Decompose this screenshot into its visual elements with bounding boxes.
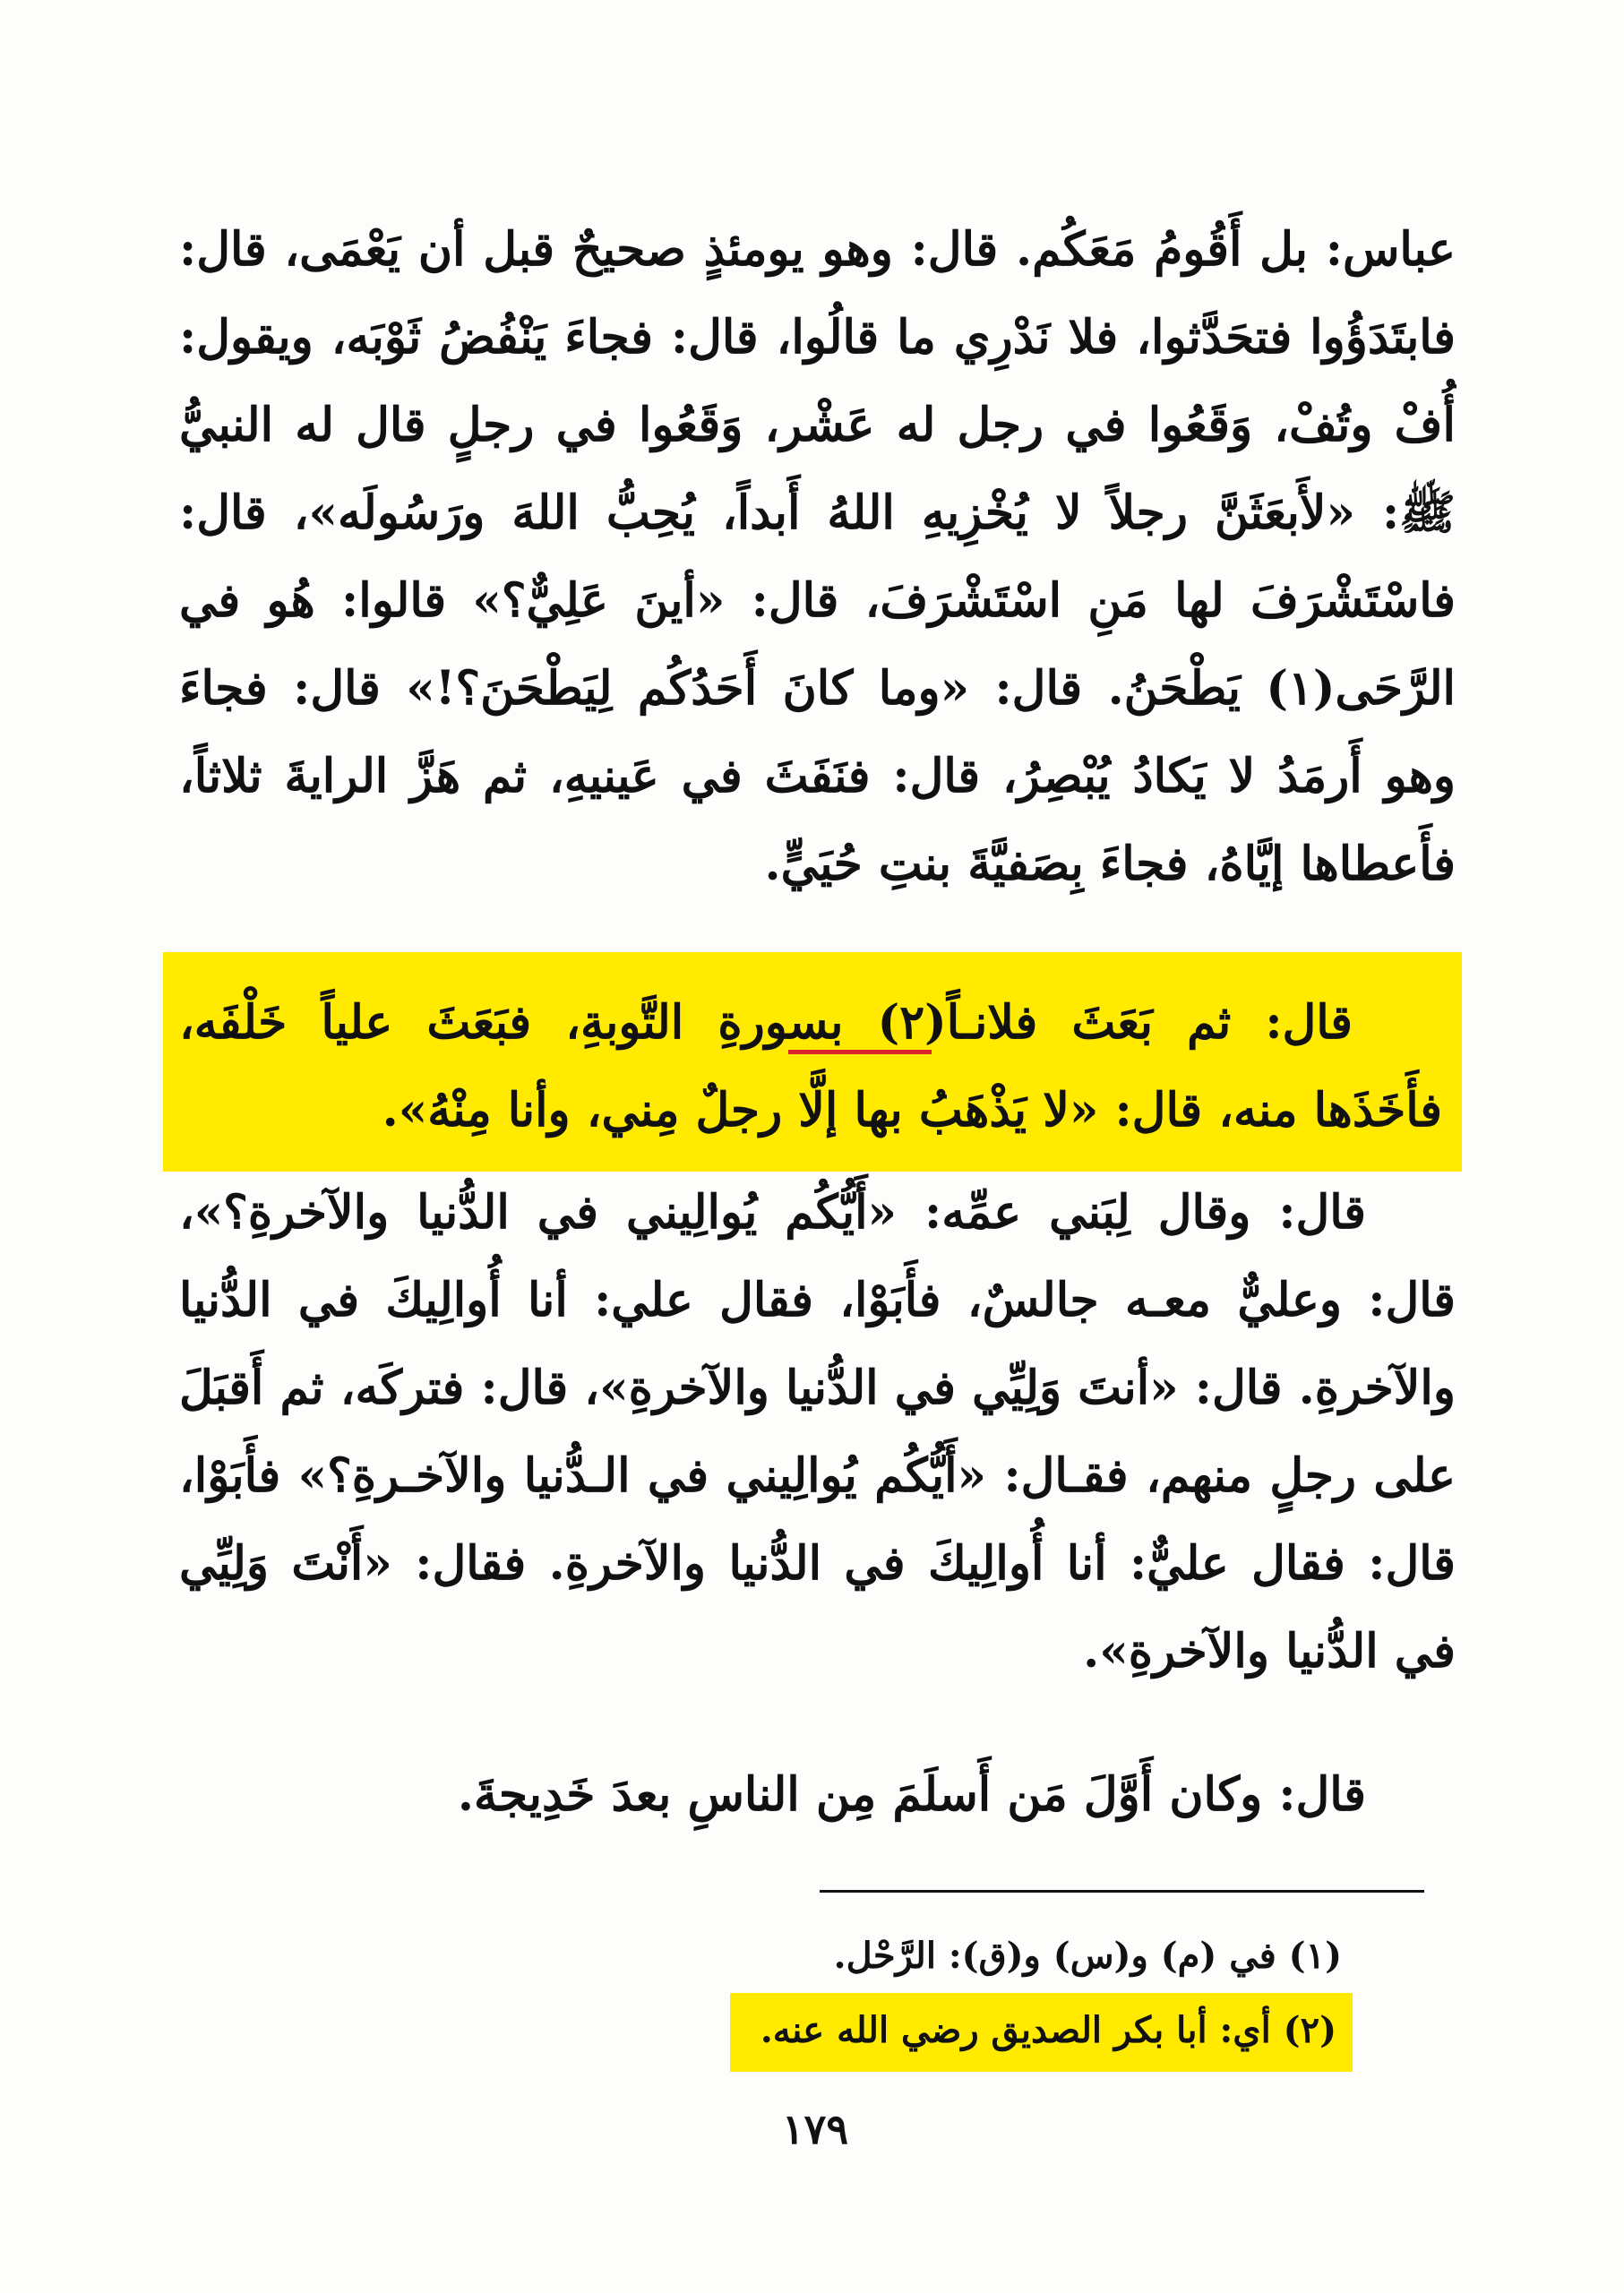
- red-underline-mark: [788, 1050, 932, 1054]
- footnote-2: (٢) أي: أبا بكر الصديق رضي الله عنه.: [760, 2009, 1336, 2051]
- body-paragraph-4: قال: وكان أَوَّلَ مَن أَسلَمَ مِن الناسِ بعدَ خَدِيجةَ.: [457, 1767, 1366, 1822]
- footnote-1: (١) في (م) و(س) و(ق): الرَّحْل.: [833, 1935, 1342, 1977]
- highlighted-footnote: [730, 1993, 1353, 2072]
- body-paragraph-1: عباس: بل أَقُومُ مَعَكُم. قال: وهو يومئذٍ صحيحٌ قبل أن يَعْمَى، قال: فابتَدَؤُوا فتحَدَّثوا، فلا نَدْرِي ما قالُوا، قال: فجاءَ يَنْفُضُ ثَوْبَه، ويقول: أُفْ وتُفْ، وَقَعُوا في رجل له عَشْر، وَقَعُوا في رجلٍ قال له النبيُّ ﷺ: «لأَبعَثَنَّ رجلاً لا يُخْزِيهِ اللهُ أَبداً، يُحِبُّ اللهَ ورَسُولَه»، قال: فاسْتَشْرَفَ لها مَنِ اسْتَشْرَفَ، قال: «أينَ عَلِيٌّ؟» قالوا: هُو في الرَّحَى(١) يَطْحَنُ. قال: «وما كانَ أَحَدُكُم لِيَطْحَنَ؟!» قال: فجاءَ وهو أَرمَدُ لا يَكادُ يُبْصِرُ، قال: فنَفَثَ في عَينيهِ، ثم هَزَّ الرايةَ ثلاثاً، فأَعطاها إيَّاهُ، فجاءَ بِصَفيَّةَ بنتِ حُيَيٍّ.: [179, 222, 1456, 891]
- footnote-separator: [820, 1890, 1424, 1893]
- body-paragraph-2-highlighted: قال: ثم بَعَثَ فلانـاً(٢) بسورةِ التَّوبةِ، فبَعَثَ علياً خَلْفَه، فأَخَذَها منه، قال: «لا يَذْهَبُ بها إلَّا رجلٌ مِني، وأنا مِنْهُ».: [179, 995, 1442, 1138]
- body-paragraph-3: قال: وقال لِبَني عمِّه: «أَيُّكُم يُوالِيني في الدُّنيا والآخرةِ؟»، قال: وعليٌّ معـه جالسٌ، فأَبَوْا، فقال علي: أنا أُوالِيكَ في الدُّنيا والآخرةِ. قال: «أنتَ وَلِيِّي في الدُّنيا والآخرةِ»، قال: فتركَه، ثم أَقبَلَ على رجلٍ منهم، فقـال: «أَيُّكُم يُوالِيني في الـدُّنيا والآخـرةِ؟» فأَبَوْا، قال: فقال عليٌّ: أنا أُوالِيكَ في الدُّنيا والآخرةِ. فقال: «أَنْتَ وَلِيِّي في الدُّنيا والآخرةِ».: [179, 1185, 1456, 1679]
- page-number: ١٧٩: [781, 2105, 849, 2153]
- highlighted-passage: [163, 952, 1462, 1172]
